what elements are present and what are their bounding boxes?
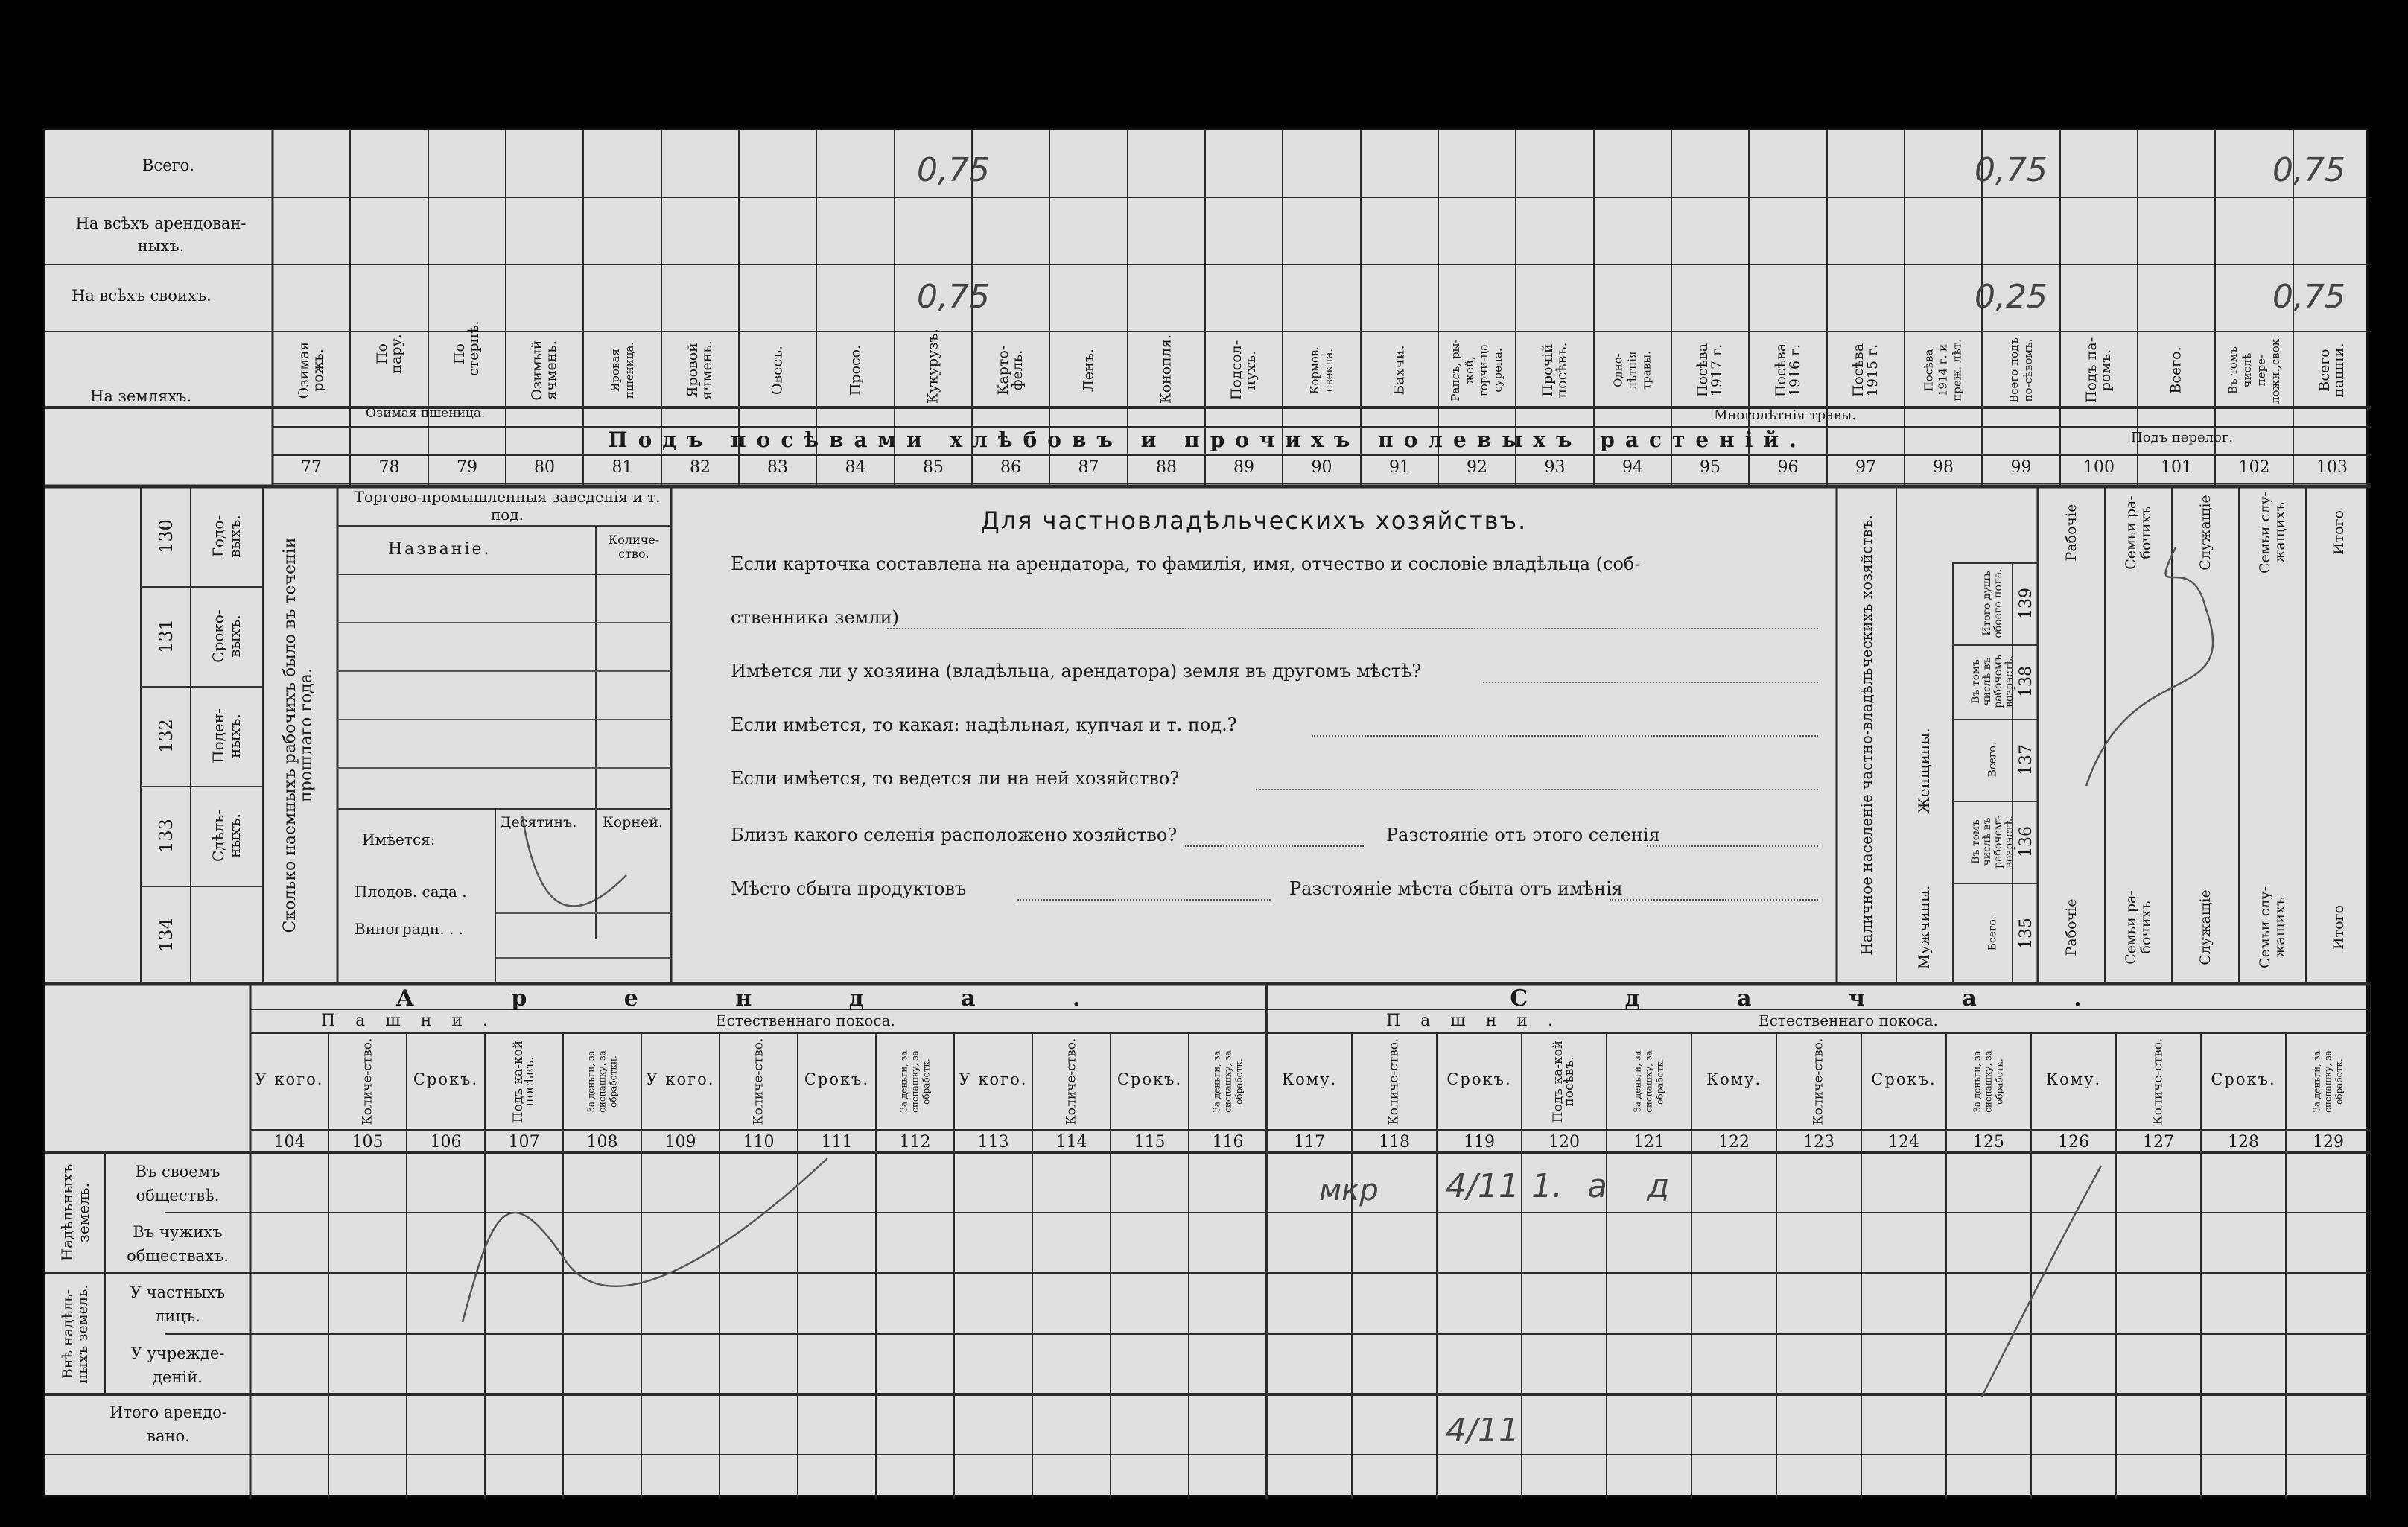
worker-num-133: 133 bbox=[156, 819, 177, 853]
pop-label-136: Въ томъ числѣ въ рабочемъ возрастѣ. bbox=[1970, 815, 2015, 869]
q1b: ственника земли) bbox=[731, 607, 899, 628]
pop-row-line bbox=[1952, 883, 2038, 884]
workers-title: Сколько наемныхъ рабочихъ было въ теченіи прошлаго года. bbox=[281, 537, 316, 933]
pop-row-line bbox=[1952, 562, 2038, 564]
worker-num-130: 130 bbox=[156, 519, 177, 553]
bottom-header-124: Срокъ. bbox=[1871, 1070, 1937, 1088]
bottom-header-128: Срокъ. bbox=[2211, 1070, 2276, 1088]
bottom-num-118: 118 bbox=[1379, 1133, 1410, 1152]
trade-name-header: Названіе. bbox=[388, 540, 492, 559]
group-nadel: Надѣльныхъ земель. bbox=[58, 1163, 92, 1262]
crop-num-83: 83 bbox=[767, 458, 788, 477]
bottom-num-119: 119 bbox=[1464, 1133, 1495, 1152]
owner-field[interactable] bbox=[887, 607, 1818, 629]
crop-header-80: Озимый ячмень. bbox=[529, 340, 559, 401]
crop-num-90: 90 bbox=[1311, 458, 1332, 477]
bottom-num-108: 108 bbox=[586, 1133, 618, 1152]
bottom-num-106: 106 bbox=[430, 1133, 462, 1152]
worker-num-131: 131 bbox=[156, 619, 177, 653]
q6: Мѣсто сбыта продуктовъ bbox=[731, 878, 967, 899]
bottom-header-110: Количе-ство. bbox=[751, 1038, 766, 1126]
q2: Имѣется ли у хозяина (владѣльца, арендатора) земля въ другомъ мѣстѣ? bbox=[731, 661, 1422, 682]
group-vne-nadel: Внѣ надѣль-ныхъ земель. bbox=[60, 1284, 91, 1384]
bottom-num-121: 121 bbox=[1633, 1133, 1665, 1152]
q1: Если карточка составлена на арендатора, то фамилія, имя, отчество и сословіе владѣльца (соб- bbox=[731, 553, 1641, 574]
bottom-header-123: Количе-ство. bbox=[1811, 1038, 1826, 1126]
pop-row-line bbox=[1952, 644, 2038, 646]
pop-men: Мужчины. bbox=[1915, 885, 1933, 970]
hand-svoi-85: 0,75 bbox=[917, 278, 990, 316]
q5: Близъ какого селенія расположено хозяйство? bbox=[731, 825, 1178, 845]
pop-label-139: Итого душъ обоего пола. bbox=[1981, 568, 2004, 638]
pop-divider bbox=[1952, 562, 1954, 984]
trade-title: Торгово-промышленныя заведенія и т. под. bbox=[354, 488, 661, 524]
trade-divider-2 bbox=[337, 574, 671, 575]
crop-num-92: 92 bbox=[1467, 458, 1487, 477]
crop-num-81: 81 bbox=[611, 458, 633, 477]
trade-row-line bbox=[337, 670, 671, 672]
bottom-num-117: 117 bbox=[1294, 1133, 1325, 1152]
bottom-num-124: 124 bbox=[1888, 1133, 1919, 1152]
crop-num-101: 101 bbox=[2161, 458, 2192, 477]
population-title: Наличное населеніе частно-владѣльческихъ хозяйствъ. bbox=[1858, 515, 1875, 956]
right-col-bottom-2: Служащіе bbox=[2197, 889, 2214, 965]
right-col-bottom-3: Семьи слу-жащихъ bbox=[2257, 886, 2288, 968]
korney-header: Корней. bbox=[603, 814, 663, 831]
crop-num-80: 80 bbox=[534, 458, 555, 477]
row-chuzhih: Въ чужихъ обществахъ. bbox=[127, 1223, 229, 1265]
bottom-num-115: 115 bbox=[1134, 1133, 1166, 1152]
crops-banner: Подъ посѣвами хлѣбовъ и прочихъ полевыхъ растеній. bbox=[608, 428, 1807, 452]
crop-header-84: Просо. bbox=[847, 344, 863, 396]
crop-num-88: 88 bbox=[1156, 458, 1177, 477]
bottom-header-129: За деньги, за сиспашку, за обработк. bbox=[2311, 1050, 2345, 1113]
bottom-num-129: 129 bbox=[2313, 1133, 2344, 1152]
bottom-num-122: 122 bbox=[1718, 1133, 1750, 1152]
crop-header-78: По пару. bbox=[373, 334, 404, 374]
bottom-header-115: Срокъ. bbox=[1116, 1070, 1183, 1088]
crop-num-103: 103 bbox=[2316, 458, 2348, 477]
crop-header-93: Прочій посѣвъ. bbox=[1539, 342, 1570, 399]
crop-num-89: 89 bbox=[1233, 458, 1254, 477]
other-land-field[interactable] bbox=[1483, 661, 1818, 683]
bottom-num-116: 116 bbox=[1212, 1133, 1244, 1152]
crop-num-84: 84 bbox=[845, 458, 866, 477]
right-col-bottom-4: Итого bbox=[2330, 905, 2347, 950]
bottom-header-117: Кому. bbox=[1281, 1070, 1338, 1088]
bottom-header-108: За деньги, за сиспашку, за обработки. bbox=[585, 1050, 618, 1113]
crop-num-85: 85 bbox=[923, 458, 944, 477]
bottom-num-104: 104 bbox=[273, 1133, 305, 1152]
row-itogo: Итого арендо-вано. bbox=[109, 1403, 227, 1445]
arenda-pashni: П а ш н и . bbox=[321, 1012, 496, 1030]
bottom-header-113: У кого. bbox=[959, 1070, 1028, 1088]
crop-header-87: Ленъ. bbox=[1080, 349, 1096, 392]
hand-srok: 1. bbox=[1531, 1167, 1563, 1205]
bottom-num-123: 123 bbox=[1803, 1133, 1834, 1152]
hand-vsego-103: 0,75 bbox=[2272, 151, 2345, 189]
bottom-num-113: 113 bbox=[977, 1133, 1009, 1152]
crop-num-94: 94 bbox=[1622, 458, 1643, 477]
crop-header-102: Въ томъ числѣ пере-ложн.,свок. bbox=[2226, 335, 2282, 404]
pop-label-138: Въ томъ числѣ въ рабочемъ возрастѣ. bbox=[1970, 655, 2015, 708]
pop-row-line bbox=[1952, 719, 2038, 720]
row-uchrezhd: У учрежде-деній. bbox=[130, 1345, 225, 1386]
right-col-bottom-0: Рабочіе bbox=[2063, 898, 2080, 956]
village-distance-field[interactable] bbox=[1647, 825, 1818, 847]
crop-header-91: Бахчи. bbox=[1391, 345, 1408, 396]
bottom-num-120: 120 bbox=[1548, 1133, 1580, 1152]
bottom-header-126: Кому. bbox=[2045, 1070, 2102, 1088]
worker-label-130: Годо-выхъ. bbox=[209, 515, 244, 558]
crop-header-89: Подсол-нухъ. bbox=[1228, 340, 1259, 401]
pop-num-138: 138 bbox=[2017, 666, 2036, 697]
crop-num-79: 79 bbox=[457, 458, 477, 477]
desyatin-divider bbox=[495, 808, 496, 984]
wheat-group-label: Озимая пшеница. bbox=[366, 406, 486, 421]
bottom-num-114: 114 bbox=[1055, 1133, 1087, 1152]
bottom-header-116: За деньги, за сиспашку, за обработк. bbox=[1211, 1050, 1244, 1113]
pop-num-139: 139 bbox=[2017, 588, 2036, 619]
pop-label-137: Всего. bbox=[1986, 742, 1999, 778]
worker-divider bbox=[141, 886, 263, 887]
right-col-top-0: Рабочіе bbox=[2063, 504, 2080, 562]
crop-header-101: Всего. bbox=[2167, 346, 2185, 394]
farming-field[interactable] bbox=[1256, 768, 1818, 790]
market-distance-field[interactable] bbox=[1610, 878, 1818, 901]
crop-header-100: Подъ па-ромъ. bbox=[2083, 337, 2114, 404]
crop-header-90: Кормов. свекла. bbox=[1307, 346, 1335, 395]
crop-header-85: Кукурузъ. bbox=[924, 328, 941, 404]
crop-header-88: Конопля. bbox=[1157, 334, 1175, 404]
q3: Если имѣется, то какая: надѣльная, купчая и т. под.? bbox=[731, 714, 1237, 735]
bottom-header-107: Подъ ка-кой посѣвъ. bbox=[510, 1040, 537, 1123]
worker-num-134: 134 bbox=[156, 918, 177, 952]
sad-label: Плодов. сада . bbox=[355, 883, 467, 901]
market-field[interactable] bbox=[1017, 878, 1271, 901]
pop-num-136: 136 bbox=[2017, 826, 2036, 857]
q5b: Разстояніе отъ этого селенія bbox=[1386, 825, 1660, 845]
row-vsego-label: Всего. bbox=[142, 156, 194, 174]
bottom-num-105: 105 bbox=[352, 1133, 384, 1152]
bottom-num-127: 127 bbox=[2143, 1133, 2174, 1152]
bottom-header-109: У кого. bbox=[646, 1070, 715, 1088]
crop-num-82: 82 bbox=[690, 458, 711, 477]
bottom-header-119: Срокъ. bbox=[1446, 1070, 1512, 1088]
garden-row-line bbox=[495, 912, 671, 914]
bottom-num-111: 111 bbox=[821, 1133, 853, 1152]
bottom-num-125: 125 bbox=[1973, 1133, 2004, 1152]
desyatin-header: Десятинъ. bbox=[500, 814, 577, 831]
crop-num-99: 99 bbox=[2010, 458, 2032, 477]
right-col-top-1: Семьи ра-бочихъ bbox=[2123, 495, 2154, 570]
crop-header-94: Одно-лѣтнія травы. bbox=[1611, 351, 1653, 390]
bottom-header-127: Количе-ство. bbox=[2150, 1038, 2166, 1126]
worker-divider bbox=[141, 786, 263, 787]
bottom-header-104: У кого. bbox=[255, 1070, 324, 1088]
sdacha-banner: С д а ч а . bbox=[1510, 985, 2126, 1012]
garden-row-line bbox=[495, 957, 671, 959]
bottom-header-125: За деньги, за сиспашку, за обработк. bbox=[1972, 1050, 2005, 1113]
pop-num-135: 135 bbox=[2017, 918, 2036, 949]
hand-svoi-99: 0,25 bbox=[1975, 278, 2048, 316]
crop-header-99: Всего подъ по-сѣвомъ. bbox=[2007, 337, 2035, 403]
perelog-group-label: Подъ перелог. bbox=[2131, 430, 2234, 445]
trade-divider bbox=[337, 525, 671, 527]
crop-header-98: Посѣва 1914 г. и преж. лѣт. bbox=[1922, 339, 1964, 401]
bottom-header-111: Срокъ. bbox=[804, 1070, 870, 1088]
bottom-num-107: 107 bbox=[508, 1133, 540, 1152]
crop-num-100: 100 bbox=[2083, 458, 2115, 477]
village-field[interactable] bbox=[1185, 825, 1364, 847]
worker-divider bbox=[141, 586, 263, 588]
arenda-pokos: Естественнаго покоса. bbox=[716, 1012, 895, 1029]
crop-header-77: Озимая рожь. bbox=[296, 341, 326, 399]
pop-row-line bbox=[1952, 801, 2038, 802]
crop-num-93: 93 bbox=[1544, 458, 1566, 477]
census-card bbox=[43, 128, 2369, 1497]
pop-divider-2 bbox=[2012, 562, 2013, 984]
crop-num-96: 96 bbox=[1777, 458, 1799, 477]
worker-divider bbox=[141, 686, 263, 688]
bottom-header-118: Количе-ство. bbox=[1386, 1038, 1402, 1126]
q6b: Разстояніе мѣста сбыта отъ имѣнія bbox=[1289, 878, 1623, 899]
land-type-field[interactable] bbox=[1312, 714, 1818, 737]
hand-komu: мкр bbox=[1319, 1173, 1379, 1207]
crop-header-81: Яровая пшеница. bbox=[608, 341, 636, 399]
crop-header-95: Посѣва 1917 г. bbox=[1694, 343, 1725, 398]
worker-num-132: 132 bbox=[156, 719, 177, 753]
sdacha-pashni: П а ш н и . bbox=[1386, 1012, 1561, 1030]
bottom-header-122: Кому. bbox=[1706, 1070, 1762, 1088]
hand-qty: 4/11 bbox=[1446, 1167, 1519, 1205]
worker-label-131: Сроко-выхъ. bbox=[209, 609, 244, 663]
pop-women: Женщины. bbox=[1915, 728, 1933, 814]
crop-num-87: 87 bbox=[1078, 458, 1099, 477]
bottom-num-110: 110 bbox=[743, 1133, 775, 1152]
bottom-header-112: За деньги, за сиспашку, за обработк. bbox=[898, 1050, 931, 1113]
hand-vsego-85: 0,75 bbox=[917, 151, 990, 189]
bottom-header-121: За деньги, за сиспашку, за обработк. bbox=[1632, 1050, 1665, 1113]
grass-group-label: Многолѣтнія травы. bbox=[1714, 407, 1857, 423]
row-zemlyah-label: На земляхъ. bbox=[90, 387, 192, 405]
crop-num-77: 77 bbox=[301, 458, 322, 477]
bottom-header-114: Количе-ство. bbox=[1064, 1038, 1078, 1126]
crop-header-92: Рапсъ, ры-жей, горчи-ца сурепа. bbox=[1449, 339, 1505, 401]
private-title: Для частновладѣльческихъ хозяйствъ. bbox=[980, 507, 1528, 535]
crop-header-83: Овесъ. bbox=[769, 345, 786, 396]
crop-header-103: Всего пашни. bbox=[2316, 343, 2347, 398]
hand-posev: а bbox=[1587, 1167, 1607, 1205]
sdacha-pokos: Естественнаго покоса. bbox=[1759, 1012, 1938, 1029]
imeetsya-label: Имѣется: bbox=[362, 831, 436, 848]
bottom-header-120: Подъ ка-кой посѣвъ. bbox=[1551, 1040, 1577, 1123]
crop-num-95: 95 bbox=[1700, 458, 1721, 477]
bottom-num-112: 112 bbox=[899, 1133, 931, 1152]
imeetsya-divider bbox=[337, 808, 671, 810]
row-svoem: Въ своемъ обществѣ. bbox=[135, 1163, 220, 1204]
trade-col-divider bbox=[595, 525, 597, 939]
row-arend-label: На всѣхъ арендован-ныхъ. bbox=[75, 215, 247, 255]
crop-num-86: 86 bbox=[1000, 458, 1021, 477]
row-svoi-label: На всѣхъ своихъ. bbox=[72, 287, 212, 305]
row-chastnyh: У частныхъ лицъ. bbox=[130, 1283, 226, 1325]
vinograd-label: Виноградн. . . bbox=[355, 920, 464, 938]
trade-row-line bbox=[337, 719, 671, 720]
worker-label-132: Поден-ныхъ. bbox=[209, 708, 244, 764]
hand-den: д bbox=[1647, 1167, 1670, 1205]
q4: Если имѣется, то ведется ли на ней хозяйство? bbox=[731, 768, 1180, 789]
bottom-header-106: Срокъ. bbox=[413, 1070, 479, 1088]
crop-num-78: 78 bbox=[378, 458, 400, 477]
right-col-bottom-1: Семьи ра-бочихъ bbox=[2123, 890, 2154, 965]
hand-total: 4/11 bbox=[1446, 1412, 1519, 1450]
worker-label-133: Сдѣль-ныхъ. bbox=[209, 809, 244, 863]
pop-label-135: Всего. bbox=[1986, 915, 1999, 951]
hand-svoi-103: 0,75 bbox=[2272, 278, 2345, 316]
crop-num-98: 98 bbox=[1933, 458, 1954, 477]
right-col-top-4: Итого bbox=[2330, 510, 2347, 555]
trade-row-line bbox=[337, 767, 671, 769]
bottom-header-105: Количе-ство. bbox=[360, 1038, 375, 1126]
crop-num-91: 91 bbox=[1389, 458, 1410, 477]
pop-num-137: 137 bbox=[2017, 744, 2036, 775]
crop-num-102: 102 bbox=[2238, 458, 2270, 477]
bottom-num-128: 128 bbox=[2228, 1133, 2259, 1152]
bottom-num-126: 126 bbox=[2058, 1133, 2089, 1152]
right-col-top-3: Семьи слу-жащихъ bbox=[2257, 492, 2288, 574]
crop-header-96: Посѣва 1916 г. bbox=[1772, 343, 1803, 398]
hand-vsego-99: 0,75 bbox=[1975, 151, 2048, 189]
crop-header-79: По стернѣ. bbox=[451, 320, 482, 376]
bottom-num-109: 109 bbox=[664, 1133, 696, 1152]
crop-num-97: 97 bbox=[1855, 458, 1876, 477]
crop-header-82: Яровой ячмень. bbox=[684, 340, 715, 400]
right-col-top-2: Служащіе bbox=[2197, 495, 2214, 571]
crop-header-86: Карто-фель. bbox=[995, 345, 1026, 396]
arenda-banner: А р е н д а . bbox=[395, 985, 1125, 1012]
trade-row-line bbox=[337, 622, 671, 623]
trade-count-header: Количе-ство. bbox=[608, 533, 660, 561]
crop-header-97: Посѣва 1915 г. bbox=[1850, 343, 1881, 398]
